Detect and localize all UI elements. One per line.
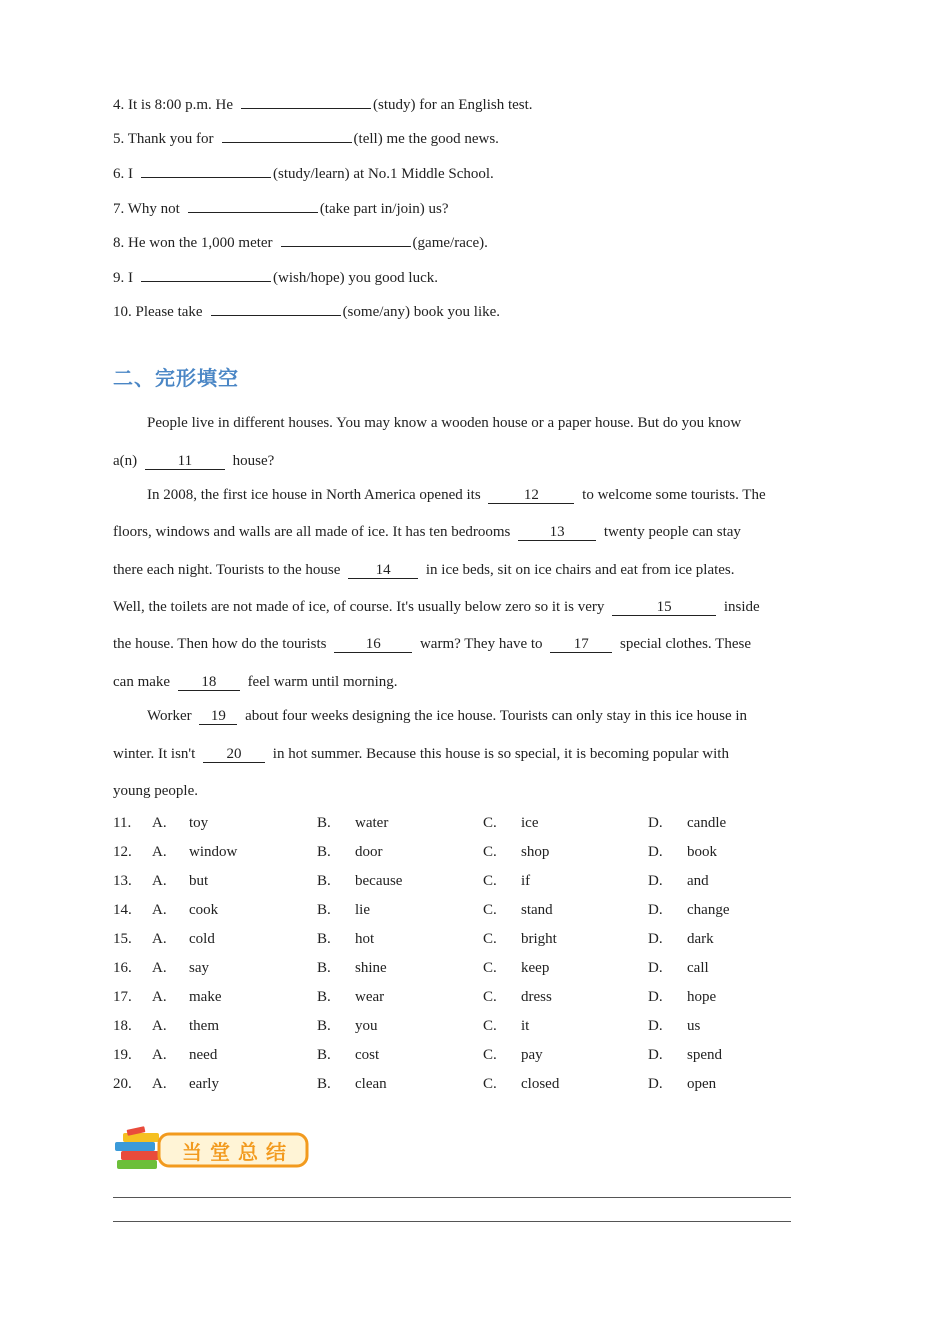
option-choice[interactable]: early [189, 1076, 219, 1092]
option-choice[interactable]: water [355, 815, 389, 831]
passage-line: winter. It isn't 20 in hot summer. Because this house is so special, it is becoming popular with [113, 746, 729, 762]
option-choice[interactable]: book [687, 844, 717, 860]
option-letter: B. [317, 989, 331, 1005]
cloze-blank-11[interactable]: 11 [145, 454, 225, 470]
option-choice[interactable]: open [687, 1076, 717, 1092]
option-choice[interactable]: and [687, 873, 709, 889]
question-number: 11. [113, 815, 132, 831]
cloze-blank-15[interactable]: 15 [612, 600, 716, 616]
option-choice[interactable]: ice [521, 815, 539, 831]
option-choice[interactable]: lie [355, 902, 370, 918]
option-row [113, 873, 813, 893]
option-letter: D. [648, 844, 663, 860]
option-row [113, 1018, 813, 1038]
option-choice[interactable]: cost [355, 1047, 380, 1063]
option-letter: A. [152, 1018, 167, 1034]
question-number: 17. [113, 989, 132, 1005]
option-choice[interactable]: them [189, 1018, 219, 1034]
question-number: 20. [113, 1076, 132, 1092]
option-choice[interactable]: say [189, 960, 209, 976]
option-letter: C. [483, 902, 497, 918]
fill-in-item-4: 4. It is 8:00 p.m. He (study) for an English test. [113, 97, 533, 113]
option-letter: B. [317, 873, 331, 889]
option-letter: C. [483, 1018, 497, 1034]
cloze-blank-19[interactable]: 19 [199, 709, 237, 725]
option-letter: A. [152, 902, 167, 918]
option-letter: B. [317, 1018, 331, 1034]
passage-line: People live in different houses. You may know a wooden house or a paper house. But do you know [147, 415, 742, 431]
option-letter: C. [483, 931, 497, 947]
option-row [113, 902, 813, 922]
option-choice[interactable]: it [521, 1018, 530, 1034]
option-letter: C. [483, 815, 497, 831]
option-letter: C. [483, 1047, 497, 1063]
option-choice[interactable]: if [521, 873, 531, 889]
cloze-blank-13[interactable]: 13 [518, 525, 596, 541]
option-letter: B. [317, 844, 331, 860]
option-letter: B. [317, 960, 331, 976]
option-letter: B. [317, 902, 331, 918]
option-letter: D. [648, 1076, 663, 1092]
option-row [113, 844, 813, 864]
option-choice[interactable]: shop [521, 844, 550, 860]
option-choice[interactable]: toy [189, 815, 209, 831]
option-letter: A. [152, 1076, 167, 1092]
passage-line: the house. Then how do the tourists 16 warm? They have to 17 special clothes. These [113, 636, 751, 652]
option-choice[interactable]: hot [355, 931, 375, 947]
option-letter: B. [317, 1047, 331, 1063]
option-choice[interactable]: hope [687, 989, 717, 1005]
question-number: 16. [113, 960, 132, 976]
passage-line: floors, windows and walls are all made of ice. It has ten bedrooms 13 twenty people can stay [113, 524, 741, 540]
option-choice[interactable]: stand [521, 902, 553, 918]
option-row [113, 960, 813, 980]
answer-blank[interactable] [141, 164, 271, 178]
question-number: 12. [113, 844, 132, 860]
option-choice[interactable]: keep [521, 960, 550, 976]
option-choice[interactable]: clean [355, 1076, 387, 1092]
fill-in-item-7: 7. Why not (take part in/join) us? [113, 201, 449, 217]
option-letter: C. [483, 1076, 497, 1092]
option-row [113, 1047, 813, 1067]
option-choice[interactable]: wear [355, 989, 385, 1005]
option-choice[interactable]: closed [521, 1076, 560, 1092]
question-number: 19. [113, 1047, 132, 1063]
option-letter: B. [317, 815, 331, 831]
option-choice[interactable]: bright [521, 931, 557, 947]
option-choice[interactable]: but [189, 873, 209, 889]
option-letter: D. [648, 931, 663, 947]
option-letter: A. [152, 844, 167, 860]
option-choice[interactable]: because [355, 873, 403, 889]
option-choice[interactable]: change [687, 902, 730, 918]
option-letter: C. [483, 844, 497, 860]
question-number: 13. [113, 873, 132, 889]
passage-line: a(n) 11 house? [113, 453, 275, 469]
option-letter: D. [648, 1018, 663, 1034]
option-letter: D. [648, 815, 663, 831]
summary-line[interactable] [113, 1197, 791, 1198]
cloze-blank-12[interactable]: 12 [488, 488, 574, 504]
answer-blank[interactable] [141, 268, 271, 282]
summary-banner [113, 1126, 313, 1176]
fill-in-item-6: 6. I (study/learn) at No.1 Middle School. [113, 166, 494, 182]
fill-in-item-9: 9. I (wish/hope) you good luck. [113, 270, 438, 286]
option-letter: D. [648, 902, 663, 918]
option-letter: A. [152, 873, 167, 889]
section-title-cloze: 二、完形填空 [113, 366, 239, 390]
passage-line: In 2008, the first ice house in North America opened its 12 to welcome some tourists. The [147, 487, 766, 503]
option-row [113, 815, 813, 835]
answer-blank[interactable] [188, 199, 318, 213]
option-choice[interactable]: dark [687, 931, 714, 947]
option-row [113, 989, 813, 1009]
option-choice[interactable]: you [355, 1018, 378, 1034]
option-choice[interactable]: door [355, 844, 383, 860]
option-choice[interactable]: candle [687, 815, 727, 831]
option-letter: D. [648, 989, 663, 1005]
option-choice[interactable]: cook [189, 902, 219, 918]
option-letter: A. [152, 815, 167, 831]
fill-in-item-10: 10. Please take (some/any) book you like. [113, 304, 501, 320]
option-letter: A. [152, 931, 167, 947]
option-choice[interactable]: us [687, 1018, 701, 1034]
option-letter: C. [483, 989, 497, 1005]
question-number: 18. [113, 1018, 132, 1034]
option-letter: A. [152, 960, 167, 976]
summary-line[interactable] [113, 1221, 791, 1222]
option-letter: B. [317, 1076, 331, 1092]
option-choice[interactable]: make [189, 989, 222, 1005]
passage-line: there each night. Tourists to the house 14 in ice beds, sit on ice chairs and eat from ice plates. [113, 562, 735, 578]
option-choice[interactable]: need [189, 1047, 218, 1063]
cloze-blank-18[interactable]: 18 [178, 675, 240, 691]
option-choice[interactable]: spend [687, 1047, 722, 1063]
question-number: 14. [113, 902, 132, 918]
option-choice[interactable]: dress [521, 989, 552, 1005]
option-choice[interactable]: shine [355, 960, 387, 976]
option-letter: D. [648, 1047, 663, 1063]
option-row [113, 931, 813, 951]
summary-label: 当堂总结 [182, 1140, 294, 1164]
answer-blank[interactable] [222, 129, 352, 143]
question-number: 15. [113, 931, 132, 947]
option-choice[interactable]: call [687, 960, 709, 976]
option-letter: A. [152, 1047, 167, 1063]
cloze-blank-17[interactable]: 17 [550, 637, 612, 653]
passage-line: Well, the toilets are not made of ice, of course. It's usually below zero so it is very 15 inside [113, 599, 760, 615]
answer-blank[interactable] [211, 302, 341, 316]
cloze-blank-16[interactable]: 16 [334, 637, 412, 653]
passage-line: can make 18 feel warm until morning. [113, 674, 398, 690]
answer-blank[interactable] [281, 233, 411, 247]
fill-in-item-5: 5. Thank you for (tell) me the good news. [113, 131, 499, 147]
answer-blank[interactable] [241, 95, 371, 109]
option-letter: D. [648, 873, 663, 889]
passage-line: Worker 19 about four weeks designing the ice house. Tourists can only stay in this ice house in [147, 708, 748, 724]
option-choice[interactable]: pay [521, 1047, 543, 1063]
option-letter: B. [317, 931, 331, 947]
option-letter: C. [483, 873, 497, 889]
option-letter: C. [483, 960, 497, 976]
option-choice[interactable]: window [189, 844, 238, 860]
cloze-blank-14[interactable]: 14 [348, 563, 418, 579]
option-letter: A. [152, 989, 167, 1005]
cloze-blank-20[interactable]: 20 [203, 747, 265, 763]
fill-in-item-8: 8. He won the 1,000 meter (game/race). [113, 235, 488, 251]
option-choice[interactable]: cold [189, 931, 215, 947]
passage-line: young people. [113, 783, 198, 799]
option-row [113, 1076, 813, 1096]
option-letter: D. [648, 960, 663, 976]
